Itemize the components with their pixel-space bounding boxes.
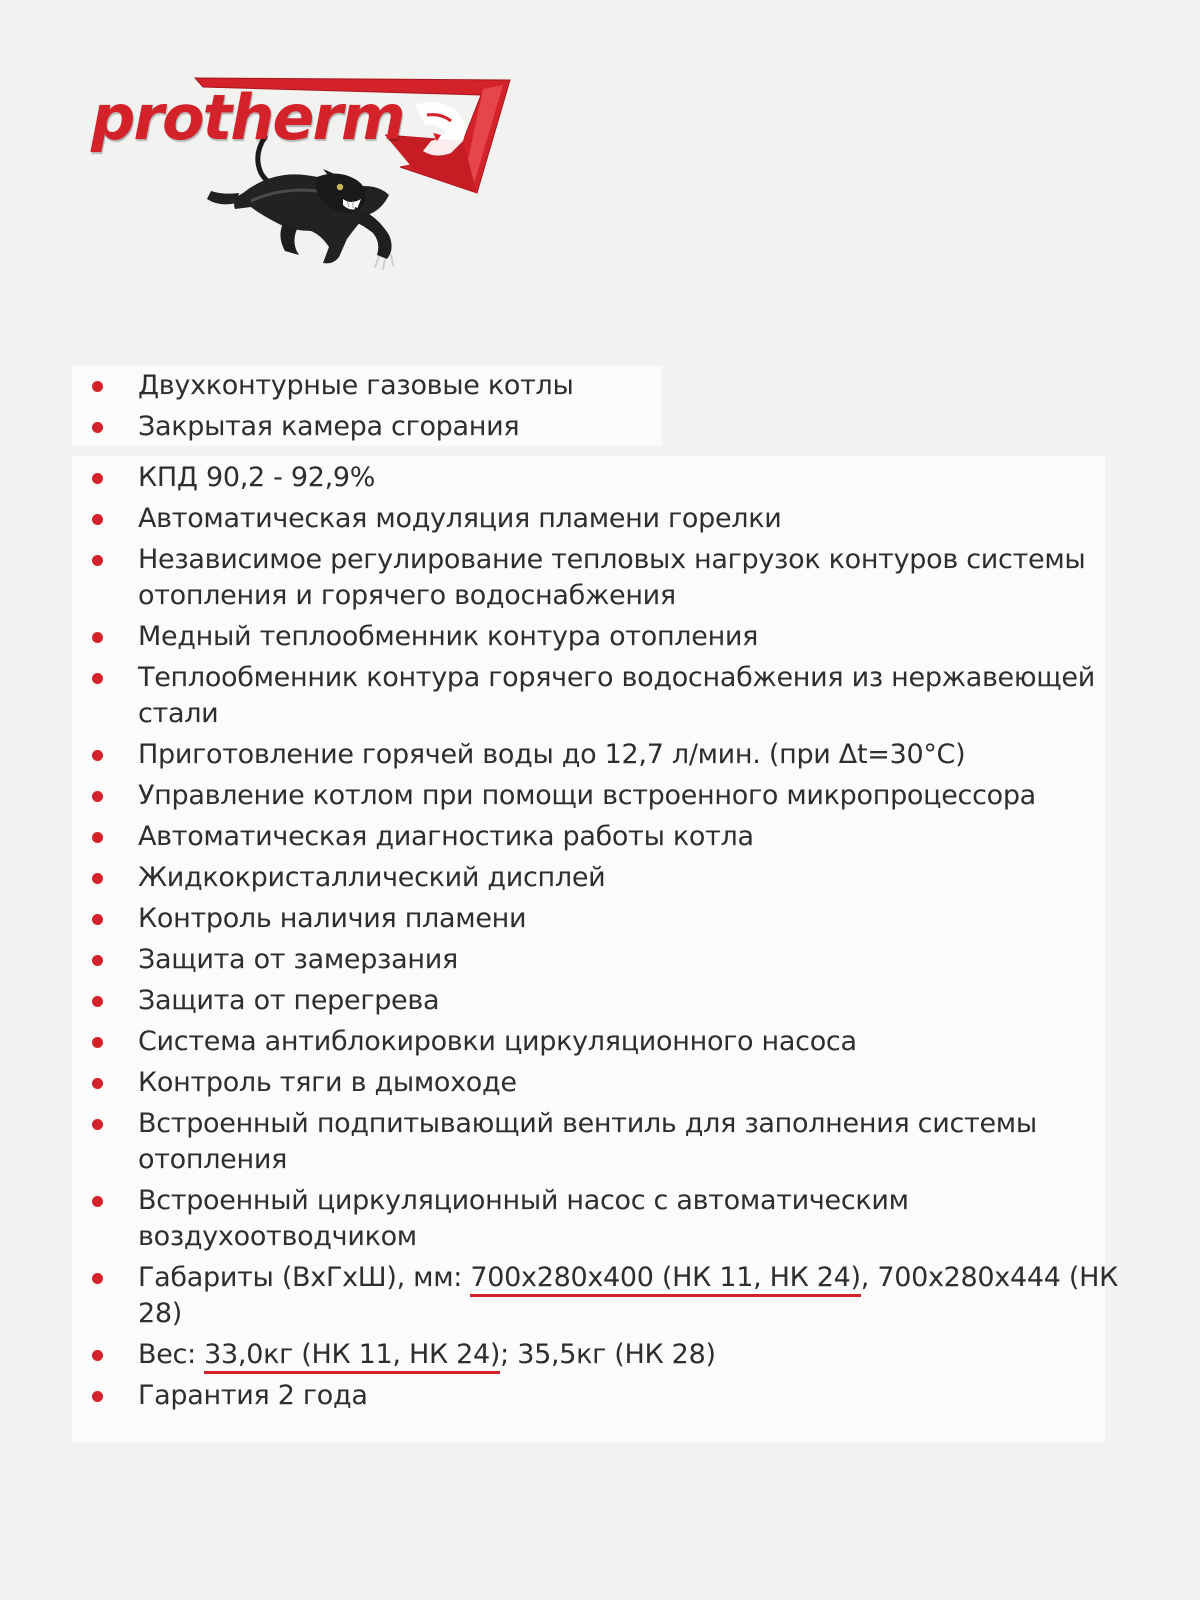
list-item-text: КПД 90,2 - 92,9%	[138, 462, 376, 493]
bullet-icon	[92, 673, 103, 684]
list-item-weight	[0, 1337, 1200, 1373]
list-item-text: Теплообменник контура горячего водоснабжения из нержавеющей стали	[138, 662, 1095, 729]
dimensions-rest: , 700x280x444 (НК 28)	[138, 1262, 1119, 1329]
list-item	[0, 901, 1200, 937]
bullet-icon	[92, 555, 103, 566]
list-item	[0, 619, 1200, 655]
dimensions-highlight: 700x280x400 (НК 11, НК 24)	[470, 1262, 860, 1297]
weight-highlight: 33,0кг (НК 11, НК 24)	[204, 1339, 500, 1374]
list-item	[0, 542, 1200, 614]
bullet-icon	[92, 1196, 103, 1207]
bullet-icon	[92, 422, 103, 433]
list-item-text: Защита от замерзания	[138, 944, 458, 975]
feature-list	[0, 368, 1200, 1414]
bullet-icon	[92, 381, 103, 392]
list-item-text: Встроенный циркуляционный насос с автоматическим воздухоотводчиком	[138, 1185, 909, 1252]
list-item-text: Контроль тяги в дымоходе	[138, 1067, 517, 1098]
bullet-icon	[92, 473, 103, 484]
list-item-text: Двухконтурные газовые котлы	[138, 370, 574, 401]
weight-rest: ; 35,5кг (НК 28)	[500, 1339, 716, 1370]
bullet-icon	[92, 632, 103, 643]
bullet-icon	[92, 750, 103, 761]
bullet-icon	[92, 1350, 103, 1361]
list-item	[0, 983, 1200, 1019]
list-item-text: Автоматическая диагностика работы котла	[138, 821, 754, 852]
list-item	[0, 1024, 1200, 1060]
list-item-text: Контроль наличия пламени	[138, 903, 527, 934]
list-item-text: Встроенный подпитывающий вентиль для заполнения системы отопления	[138, 1108, 1037, 1175]
list-item-text: Независимое регулирование тепловых нагрузок контуров системы отопления и горячего водоснабжения	[138, 544, 1086, 611]
list-item-text: Приготовление горячей воды до 12,7 л/мин. (при Δt=30°C)	[138, 739, 966, 770]
list-item-warranty	[0, 1378, 1200, 1414]
list-item	[0, 460, 1200, 496]
brand-logo	[85, 75, 525, 275]
bullet-icon	[92, 1391, 103, 1402]
list-item	[0, 368, 1200, 404]
bullet-icon	[92, 1119, 103, 1130]
bullet-icon	[92, 1037, 103, 1048]
warranty-text: Гарантия 2 года	[138, 1380, 368, 1411]
bullet-icon	[92, 832, 103, 843]
list-item-text: Медный теплообменник контура отопления	[138, 621, 759, 652]
dimensions-label: Габариты (ВхГхШ), мм:	[138, 1262, 471, 1293]
list-item	[0, 819, 1200, 855]
bullet-icon	[92, 996, 103, 1007]
brand-wordmark: protherm	[91, 81, 404, 154]
bullet-icon	[92, 791, 103, 802]
bullet-icon	[92, 914, 103, 925]
list-item	[0, 1183, 1200, 1255]
weight-label: Вес:	[138, 1339, 205, 1370]
bullet-icon	[92, 955, 103, 966]
list-item	[0, 409, 1200, 445]
list-item-text: Система антиблокировки циркуляционного насоса	[138, 1026, 857, 1057]
bullet-icon	[92, 514, 103, 525]
list-item	[0, 1065, 1200, 1101]
list-item	[0, 1106, 1200, 1178]
list-item-text: Автоматическая модуляция пламени горелки	[138, 503, 782, 534]
list-item	[0, 942, 1200, 978]
list-item-text: Защита от перегрева	[138, 985, 440, 1016]
list-item-text: Жидкокристаллический дисплей	[138, 862, 606, 893]
bullet-icon	[92, 1078, 103, 1089]
list-item	[0, 737, 1200, 773]
list-item-text: Управление котлом при помощи встроенного микропроцессора	[138, 780, 1036, 811]
list-item	[0, 660, 1200, 732]
list-item	[0, 860, 1200, 896]
bullet-icon	[92, 1273, 103, 1284]
list-item	[0, 778, 1200, 814]
list-item-dimensions	[0, 1260, 1200, 1332]
list-item-text: Закрытая камера сгорания	[138, 411, 520, 442]
bullet-icon	[92, 873, 103, 884]
list-item	[0, 501, 1200, 537]
